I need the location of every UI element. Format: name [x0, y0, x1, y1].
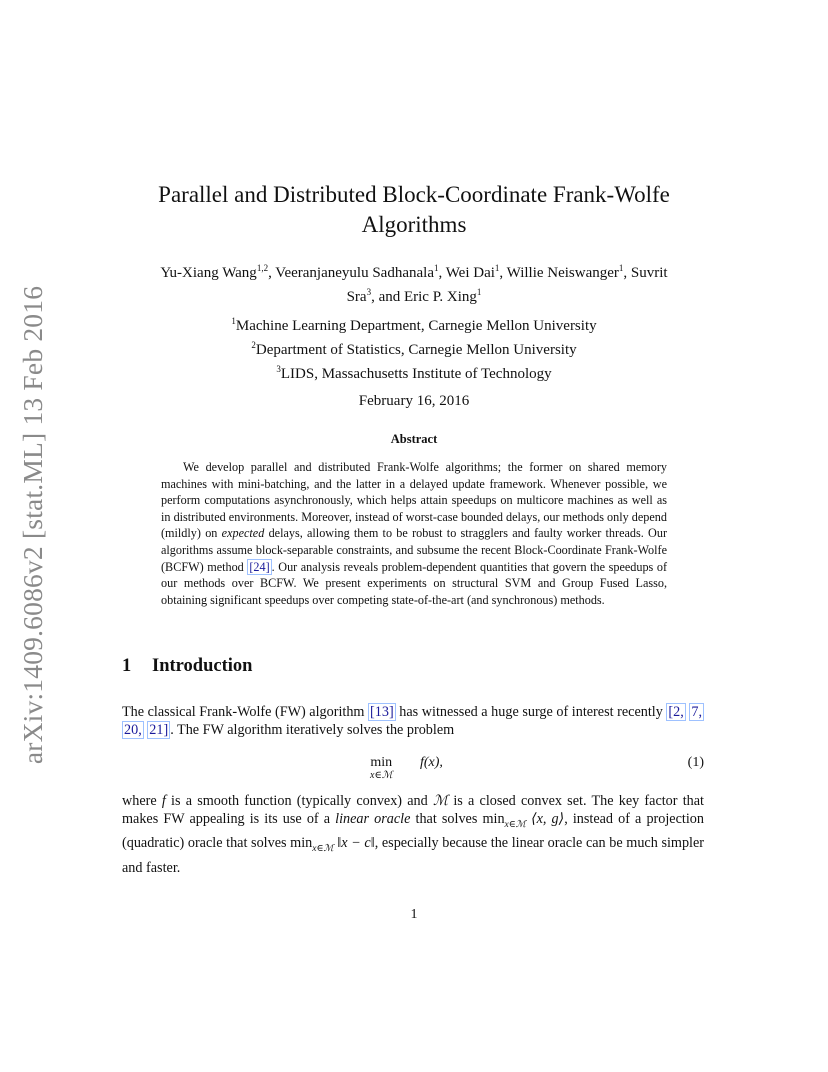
- section-heading: [122, 656, 252, 677]
- abstract-body: We develop parallel and distributed Frank-Wolfe algorithms; the former on shared memory machines with mini-batching, and the latter in a delayed update framework. Whenever possible, we perform computations asynchronously, which helps attain speedups on multicore machines as well as in distributed environments. Moreover, instead of worst-case bounded delays, our methods only depend (mildly) on expected delays, allowing them to be robust to stragglers and faulty worker threads. Our algorithms assume block-separable constraints, and subsume the recent Block-Coordinate Frank-Wolfe (BCFW) method [24] . Our analysis reveals problem-dependent quantities that govern the speedups of our methods over BCFW. We present experiments on structural SVM and Group Fused Lasso, obtaining significant speedups over competing state-of-the-art (and synchronous) methods.: [161, 460, 667, 607]
- paper-title: [0, 180, 828, 240]
- citation-link[interactable]: [24]: [249, 559, 270, 574]
- section-title: Introduction: [152, 656, 253, 676]
- citation-link[interactable]: 20,: [124, 722, 142, 739]
- citation-link[interactable]: 7,: [691, 704, 702, 720]
- equation-min-operator: min x∈ℳ: [370, 755, 393, 781]
- equation-1: [122, 752, 704, 786]
- author-line-1: Yu-Xiang Wang$^{1,2}$, Veeranjaneyulu Sadhanala$^1$, Wei Dai$^1$, Willie Neiswanger$^1$, Suvrit: [160, 263, 668, 281]
- intro-paragraph-2: where f is a smooth function (typically convex) and ℳ is a closed convex set. The key factor that makes FW appealing is its use of a linear oracle that solves $\min_{x\in ℳ}$ ⟨x, g⟩, instead of a projection (quadratic) oracle that solves $\min_{x\in ℳ}$ ‖x − c‖, especially because the linear oracle can be much simpler and faster.: [122, 793, 704, 876]
- equation-number: (1): [687, 755, 704, 770]
- publication-date: February 16, 2016: [358, 393, 470, 409]
- abstract-heading: Abstract: [390, 432, 438, 446]
- equation-objective: f(x),: [420, 755, 443, 770]
- affiliation-2: $^2$Department of Statistics, Carnegie Mellon University: [251, 340, 577, 358]
- citation-link[interactable]: 21]: [149, 722, 169, 739]
- affiliations: [0, 312, 828, 384]
- arxiv-identifier: arXiv:1409.6086v2 [stat.ML] 13 Feb 2016: [17, 285, 48, 765]
- section-number: 1: [122, 656, 132, 676]
- citation-link[interactable]: [13]: [370, 704, 394, 720]
- author-list: [0, 259, 828, 307]
- title-line-1: Parallel and Distributed Block-Coordinate Frank-Wolfe: [158, 182, 670, 207]
- affiliation-3: $^3$LIDS, Massachusetts Institute of Technology: [276, 364, 552, 382]
- author-line-2: Sra$^3$, and Eric P. Xing$^1$: [346, 287, 482, 305]
- page-number: 1: [410, 907, 418, 922]
- intro-paragraph-1: The classical Frank-Wolfe (FW) algorithm [13] has witnessed a huge surge of interest recently [2, 7, 20, 21] . The FW algorithm iteratively solves the problem: [122, 704, 702, 739]
- title-line-2: Algorithms: [361, 212, 467, 237]
- affiliation-1: $^1$Machine Learning Department, Carnegie Mellon University: [231, 316, 597, 334]
- citation-link[interactable]: [2,: [668, 704, 684, 720]
